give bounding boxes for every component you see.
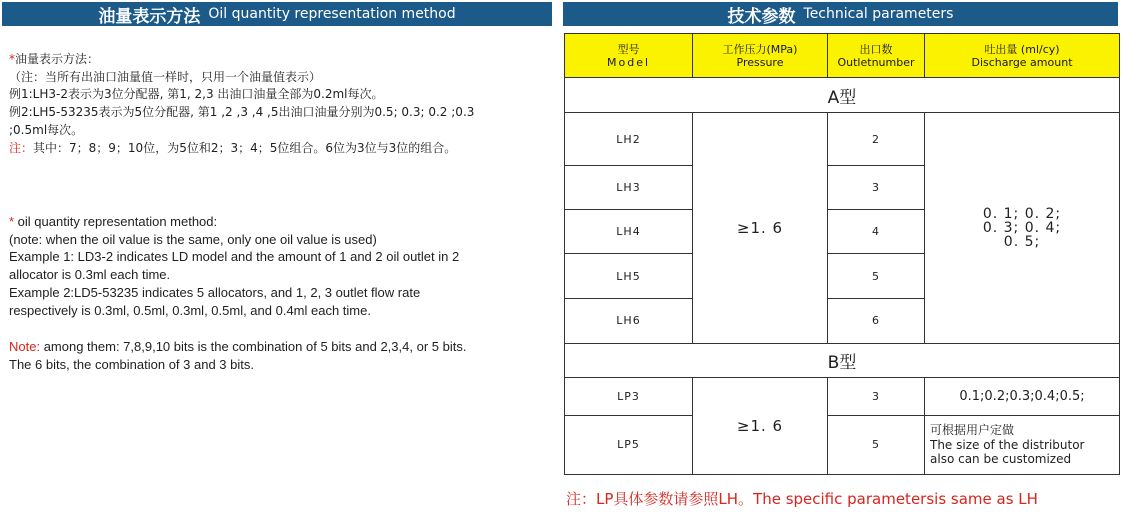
en-line-5: Example 2:LD5-53235 indicates 5 allocators, and 1, 2, 3 outlet flow rate [9,284,421,300]
type-a-label: A型 [565,78,1120,113]
en-note-label: Note: [9,339,41,354]
cn-line-5: ;0.5ml每次。 [9,122,84,137]
discharge-a-line-3: 0. 5; [1003,233,1041,250]
en-line-2: (note: when the oil value is the same, only one oil value is used) [9,231,377,247]
model-cell: LP5 [565,415,693,474]
english-note [9,338,554,373]
header-model: 型号 Model [565,34,693,78]
oil-quantity-header [2,2,552,26]
discharge-cell-a [925,113,1120,343]
chinese-description [9,51,554,157]
en-note-text: among them: 7,8,9,10 bits is the combination of 5 bits and 2,3,4, or 5 bits. [40,339,467,354]
en-line-3: Example 1: LD3-2 indicates LD model and the amount of 1 and 2 oil outlet in 2 [9,249,460,265]
discharge-a-line-2: 0. 3; 0. 4; [982,219,1062,236]
en-line-1 [9,213,554,231]
custom-line-3: also can be customized [930,452,1072,467]
model-cell: LP3 [565,377,693,415]
cn-note-label: 注： [9,140,34,155]
en-note-line-1 [9,338,554,356]
header-outlet-number: 出口数 Outletnumber [828,34,925,78]
outlet-cell: 3 [828,166,925,210]
type-b-label: B型 [565,343,1120,377]
table-row [565,415,1120,474]
outlet-cell: 2 [828,113,925,166]
cn-line-4: 例2:LH5-53235表示为5位分配器, 第1 ,2 ,3 ,4 ,5出油口油量分别为0.5; 0.3; 0.2 ;0.3 [9,105,475,120]
custom-size-cell [925,415,1120,474]
pressure-cell-a: ≥1. 6 [693,113,828,343]
discharge-cell-b: 0.1;0.2;0.3;0.4;0.5; [925,377,1120,415]
technical-parameters-header-en: Technical parameters [803,6,954,22]
outlet-cell: 5 [828,415,925,474]
cn-note [9,140,554,158]
cn-line-2: （注：当所有出油口油量值一样时，只用一个油量值表示） [9,69,322,84]
english-description [9,213,554,319]
model-cell: LH6 [565,298,693,343]
bottom-note: 注：LP具体参数请参照LH。The specific parametersis same as LH [566,490,1038,508]
technical-parameters-header [563,2,1118,26]
header-pressure: 工作压力(MPa) Pressure [693,34,828,78]
technical-parameters-header-cn: 技术参数 [727,6,796,27]
model-cell: LH2 [565,113,693,166]
cn-star: * [9,52,15,66]
outlet-cell: 5 [828,254,925,298]
outlet-cell: 6 [828,298,925,343]
outlet-cell: 4 [828,210,925,254]
en-note-line-2: The 6 bits, the combination of 3 and 3 bits. [9,356,254,372]
en-line-4: allocator is 0.3ml each time. [9,267,171,283]
model-cell: LH5 [565,254,693,298]
en-line-6: respectively is 0.3ml, 0.5ml, 0.3ml, 0.5ml, and 0.4ml each time. [9,302,371,318]
discharge-a-line-1: 0. 1; 0. 2; [982,205,1062,222]
header-discharge-amount: 吐出量 (ml/cy) Discharge amount [925,34,1120,78]
en-star: * [9,214,15,229]
type-a-row [565,78,1120,113]
en-line-1-text: oil quantity representation method: [14,214,218,229]
model-cell: LH4 [565,210,693,254]
custom-line-1: 可根据用户定做 [930,423,1015,438]
cn-note-text: 其中：7；8；9；10位，为5位和2；3；4；5位组合。6位为3位与3位的组合。 [33,140,457,155]
table-row [565,113,1120,166]
oil-quantity-header-en: Oil quantity representation method [208,6,456,22]
cn-line-1 [9,51,554,69]
table-row [565,377,1120,415]
oil-quantity-header-cn: 油量表示方法 [98,6,201,27]
technical-parameters-table [564,33,1120,475]
cn-line-3: 例1:LH3-2表示为3位分配器, 第1, 2,3 出油口油量全部为0.2ml每次。 [9,87,384,102]
table-header-row [565,34,1120,78]
type-b-row [565,343,1120,377]
model-cell: LH3 [565,166,693,210]
pressure-cell-b: ≥1. 6 [693,377,828,474]
custom-line-2: The size of the distributor [930,437,1085,452]
cn-line-1-text: 油量表示方法： [15,52,100,66]
outlet-cell: 3 [828,377,925,415]
